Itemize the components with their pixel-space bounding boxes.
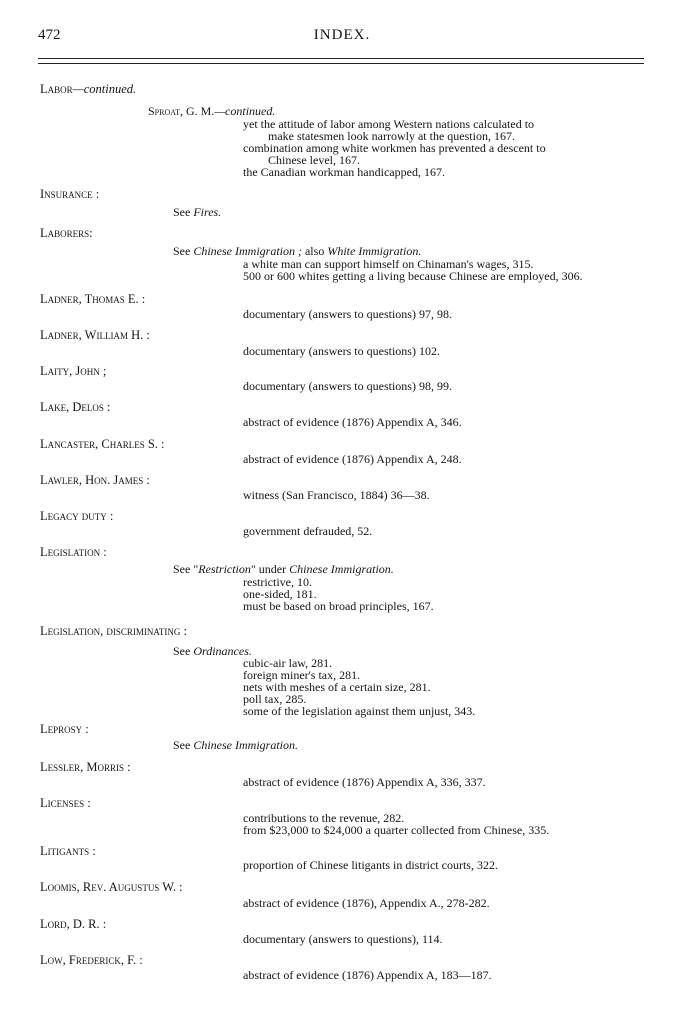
see-reference: See Chinese Immigration ; also White Immigration. [173, 244, 422, 258]
index-entry: some of the legislation against them unjust, 343. [243, 704, 476, 718]
index-entry: foreign miner's tax, 281. [243, 668, 361, 682]
index-heading-legislation-discriminating: Legislation, discriminating : [40, 624, 187, 638]
index-heading-laity: Laity, John ; [40, 364, 107, 378]
index-entry: nets with meshes of a certain size, 281. [243, 680, 431, 694]
index-entry: restrictive, 10. [243, 575, 312, 589]
index-entry: contributions to the revenue, 282. [243, 811, 405, 825]
index-entry: documentary (answers to questions) 98, 99. [243, 379, 452, 393]
index-subheading-sproat: Sproat, G. M.—continued. [148, 104, 276, 118]
index-heading-leprosy: Leprosy : [40, 722, 89, 736]
see-reference: See Chinese Immigration. [173, 738, 298, 752]
index-heading-lord: Lord, D. R. : [40, 917, 107, 931]
see-reference: See Ordinances. [173, 644, 252, 658]
index-heading-lawler: Lawler, Hon. James : [40, 473, 150, 487]
index-entry: from $23,000 to $24,000 a quarter collected from Chinese, 335. [243, 823, 550, 837]
index-entry: abstract of evidence (1876) Appendix A, 346. [243, 415, 462, 429]
index-heading-ladner-william: Ladner, William H. : [40, 328, 150, 342]
see-reference: See Fires. [173, 205, 222, 219]
index-heading-insurance: Insurance : [40, 187, 100, 201]
index-entry-continuation: make statesmen look narrowly at the question, 167. [268, 129, 515, 143]
index-entry: documentary (answers to questions) 102. [243, 344, 440, 358]
index-heading-litigants: Litigants : [40, 844, 96, 858]
index-heading-ladner-thomas: Ladner, Thomas E. : [40, 292, 146, 306]
index-entry: abstract of evidence (1876) Appendix A, 248. [243, 452, 462, 466]
index-entry: one-sided, 181. [243, 587, 317, 601]
index-entry: government defrauded, 52. [243, 524, 373, 538]
index-entry-continuation: Chinese level, 167. [268, 153, 360, 167]
index-entry: abstract of evidence (1876) Appendix A, 336, 337. [243, 775, 486, 789]
index-heading-lancaster: Lancaster, Charles S. : [40, 437, 165, 451]
index-entry: cubic-air law, 281. [243, 656, 333, 670]
running-head: INDEX. [313, 27, 371, 43]
index-entry: witness (San Francisco, 1884) 36—38. [243, 488, 430, 502]
index-heading-licenses: Licenses : [40, 796, 91, 810]
index-heading-legacy-duty: Legacy duty : [40, 509, 114, 523]
header-rule [38, 63, 644, 64]
index-heading-low: Low, Frederick, F. : [40, 953, 143, 967]
index-entry: abstract of evidence (1876) Appendix A, 183—187. [243, 968, 492, 982]
index-entry: proportion of Chinese litigants in district courts, 322. [243, 858, 498, 872]
index-entry: abstract of evidence (1876), Appendix A., 278-282. [243, 896, 490, 910]
index-heading-legislation: Legislation : [40, 545, 107, 559]
index-entry: poll tax, 285. [243, 692, 307, 706]
index-entry: documentary (answers to questions) 97, 98. [243, 307, 452, 321]
index-heading-lessler: Lessler, Morris : [40, 760, 131, 774]
index-entry: must be based on broad principles, 167. [243, 599, 434, 613]
see-reference: See "Restriction" under Chinese Immigration. [173, 562, 394, 576]
index-entry: combination among white workmen has prevented a descent to [243, 141, 546, 155]
index-entry: documentary (answers to questions), 114. [243, 932, 443, 946]
index-entry: the Canadian workman handicapped, 167. [243, 165, 445, 179]
index-heading-laborers: Laborers: [40, 226, 93, 240]
header-rule [38, 58, 644, 59]
index-heading-labor: Labor—continued. [40, 82, 137, 96]
index-heading-lake: Lake, Delos : [40, 400, 111, 414]
index-entry: yet the attitude of labor among Western nations calculated to [243, 117, 535, 131]
page-number: 472 [38, 27, 61, 43]
index-heading-loomis: Loomis, Rev. Augustus W. : [40, 880, 183, 894]
index-entry: 500 or 600 whites getting a living because Chinese are employed, 306. [243, 269, 583, 283]
index-entry: a white man can support himself on Chinaman's wages, 315. [243, 257, 534, 271]
